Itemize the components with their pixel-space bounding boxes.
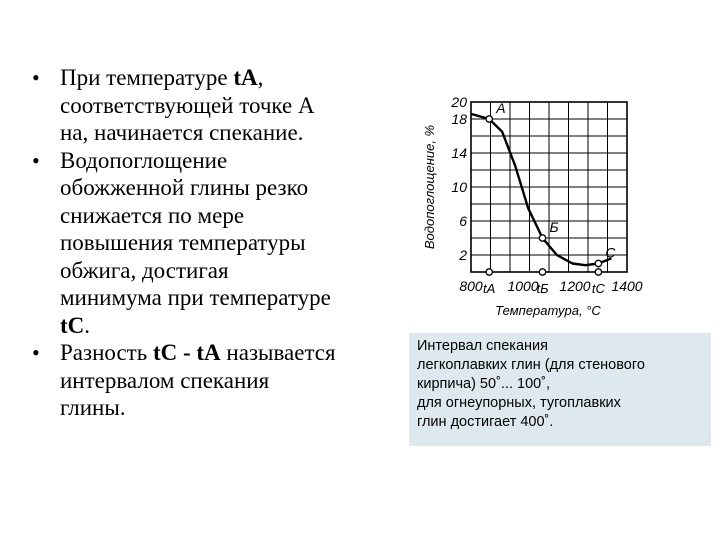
x-mark-label: tC (591, 281, 605, 296)
bullet-item (26, 339, 406, 422)
text: . (84, 312, 91, 338)
bullet-item (26, 64, 406, 147)
text-line: соответствующей точке А (60, 92, 315, 118)
y-axis-label: Водопоглощение, % (422, 124, 437, 250)
y-tick-label: 14 (451, 145, 467, 161)
text-line: на, начинается спекание. (60, 120, 304, 145)
y-tick-label: 18 (451, 111, 467, 127)
data-point (595, 260, 601, 266)
x-tick-label: 1200 (559, 278, 591, 294)
note-line: Интервал спекания (417, 338, 548, 354)
y-tick-label: 6 (459, 213, 467, 229)
y-tick-label: 20 (451, 94, 467, 110)
chart-svg (420, 90, 660, 330)
text-line: глины. (60, 395, 126, 420)
text-line: обожженной глины резко (60, 175, 309, 200)
term: tA (233, 65, 258, 90)
chart (420, 90, 660, 330)
bullet-list (26, 64, 406, 422)
series-line (471, 114, 611, 265)
x-mark-point (486, 269, 492, 275)
data-point (539, 235, 545, 241)
note-line: глин достигает 400˚. (417, 414, 554, 430)
x-tick-label: 1000 (507, 278, 539, 294)
text-line: снижается по мере (60, 202, 245, 228)
y-tick-label: 2 (459, 247, 467, 263)
x-tick-label: 1400 (611, 278, 643, 294)
x-axis-label: Температура, °С (495, 303, 601, 318)
note-line: кирпича) 50˚... 100˚, (417, 376, 551, 392)
bullet-item (26, 147, 406, 340)
bullet-dot-icon: • (32, 65, 40, 90)
text: , (257, 65, 264, 90)
text: При температуре (60, 65, 234, 90)
x-mark-point (539, 269, 545, 275)
x-mark-label: tA (483, 281, 496, 296)
note-line: легкоплавких глин (для стенового (417, 357, 645, 373)
x-mark-point (595, 269, 601, 275)
text: Разность (60, 340, 153, 365)
text-line: Водопоглощение (60, 147, 228, 173)
text-line: минимума при температуре (60, 285, 331, 310)
point-label: С (605, 244, 616, 261)
point-label: Б (549, 219, 559, 235)
y-tick-label: 10 (451, 179, 467, 195)
bullet-dot-icon: • (32, 340, 40, 365)
bullet-dot-icon: • (32, 147, 40, 173)
point-label: А (496, 100, 506, 116)
term: tC (60, 312, 85, 338)
x-tick-label: 800 (459, 278, 483, 294)
x-mark-label: tБ (536, 281, 549, 296)
text: называется (220, 340, 336, 365)
term: tC - tA (152, 340, 221, 365)
text-line: обжига, достигая (60, 257, 229, 283)
text-line: интервалом спекания (60, 367, 270, 393)
note-box (409, 333, 711, 446)
note-line: для огнеупорных, тугоплавких (417, 395, 621, 411)
data-point (486, 116, 492, 122)
text-line: повышения температуры (60, 230, 306, 255)
